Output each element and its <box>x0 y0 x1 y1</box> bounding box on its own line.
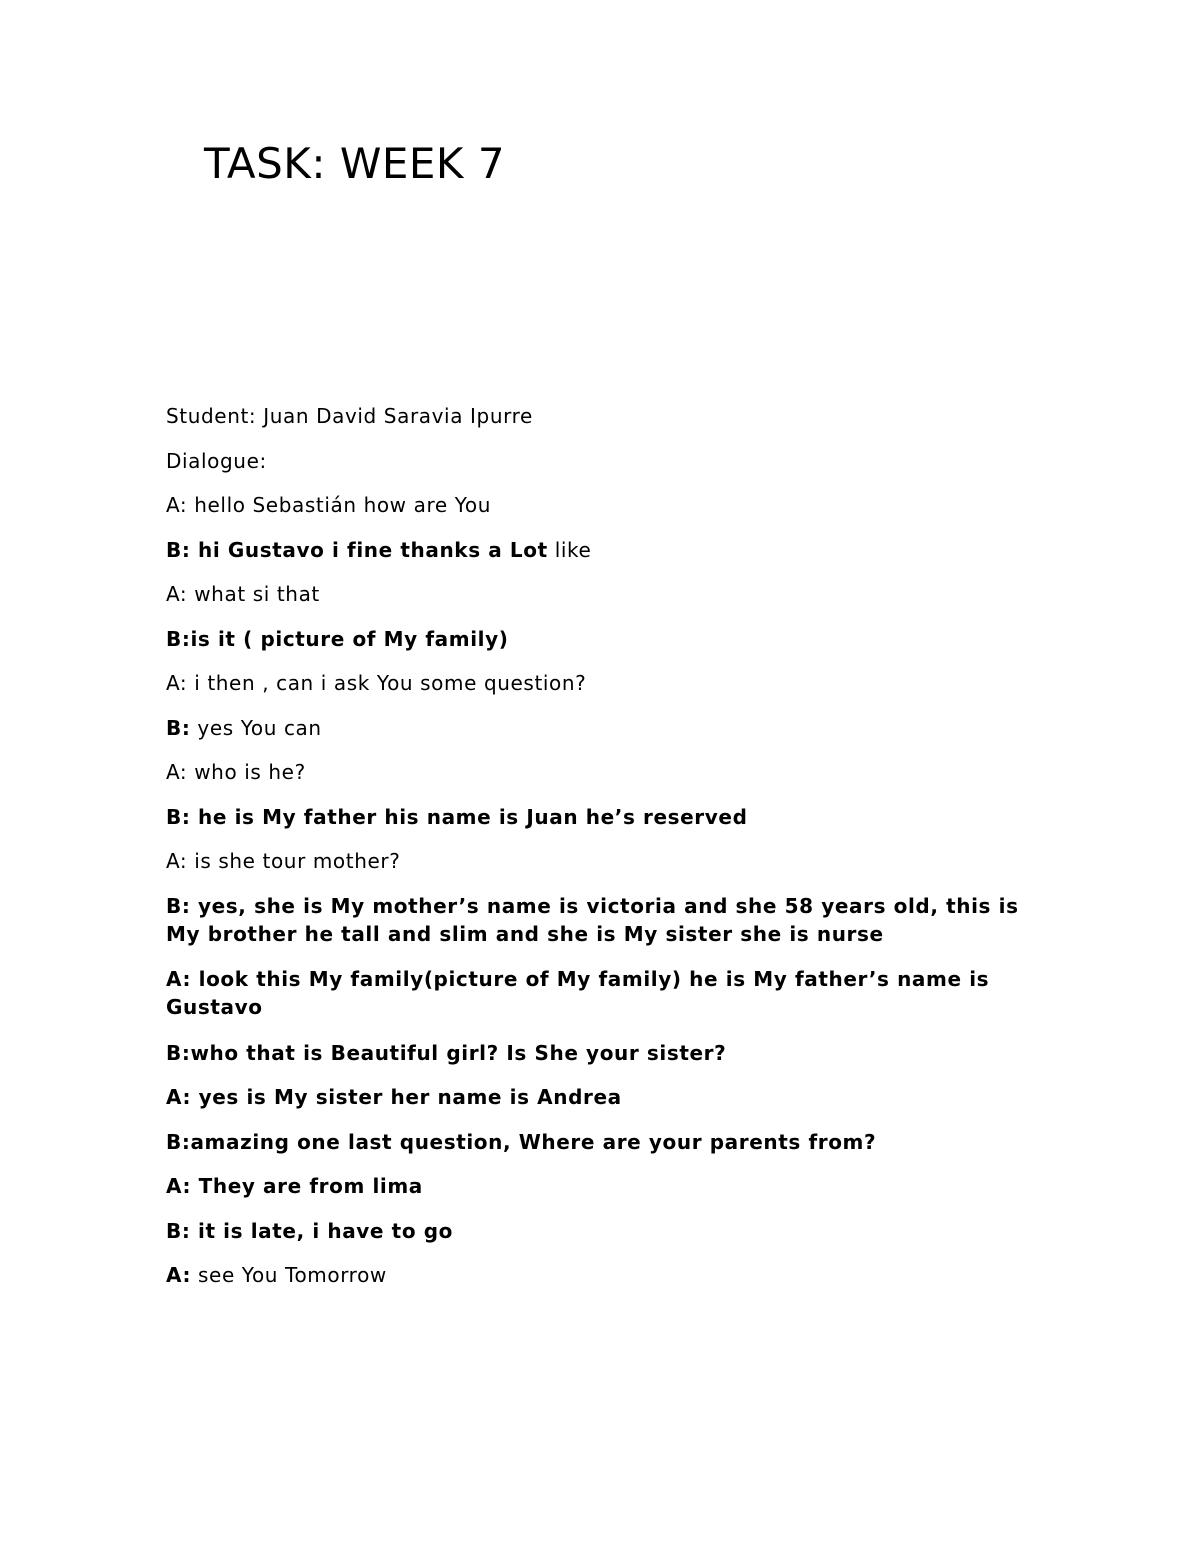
dialogue-line-5-normal: A: i then , can i ask You some question? <box>166 671 587 695</box>
dialogue-line-6-normal: yes You can <box>190 716 322 740</box>
dialogue-line-17 <box>166 1261 1026 1289</box>
dialogue-line-11-bold: A: look this My family(picture of My family) he is My father’s name is Gustavo <box>166 967 990 1019</box>
dialogue-line-2 <box>166 536 1026 564</box>
dialogue-line-1 <box>166 491 1026 519</box>
dialogue-line-12 <box>166 1039 1026 1067</box>
dialogue-line-8-bold: B: he is My father his name is Juan he’s reserved <box>166 805 748 829</box>
dialogue-line-14-bold: B:amazing one last question, Where are your parents from? <box>166 1130 877 1154</box>
dialogue-line-17-normal: see You Tomorrow <box>191 1263 387 1287</box>
dialogue-line-8 <box>166 803 1026 831</box>
dialogue-line-6 <box>166 714 1026 742</box>
dialogue-line-4 <box>166 625 1026 653</box>
dialogue-line-7 <box>166 758 1026 786</box>
dialogue-line-5 <box>166 669 1026 697</box>
dialogue-line-2-normal: like <box>547 538 592 562</box>
dialogue-line-3 <box>166 580 1026 608</box>
dialogue-line-15 <box>166 1172 1026 1200</box>
dialogue-line-9-normal: A: is she tour mother? <box>166 849 401 873</box>
student-line: Student: Juan David Saravia Ipurre <box>166 404 533 428</box>
dialogue-line-4-bold: B:is it ( picture of My family) <box>166 627 509 651</box>
dialogue-line-11 <box>166 965 1026 1021</box>
dialogue-line-9 <box>166 847 1026 875</box>
dialogue-label: Dialogue: <box>166 449 267 473</box>
dialogue-line-12-bold: B:who that is Beautiful girl? Is She your sister? <box>166 1041 727 1065</box>
dialogue-line-16-bold: B: it is late, i have to go <box>166 1219 453 1243</box>
dialogue-line-7-normal: A: who is he? <box>166 760 306 784</box>
dialogue-line-3-normal: A: what si that <box>166 582 320 606</box>
dialogue-line-13 <box>166 1083 1026 1111</box>
dialogue-line-13-bold: A: yes is My sister her name is Andrea <box>166 1085 622 1109</box>
dialogue-line-16 <box>166 1217 1026 1245</box>
dialogue-line-10 <box>166 892 1026 948</box>
dialogue-line-15-bold: A: They are from lima <box>166 1174 423 1198</box>
document-title: TASK: WEEK 7 <box>204 139 506 188</box>
dialogue-line-14 <box>166 1128 1026 1156</box>
dialogue-line-2-bold: B: hi Gustavo i fine thanks a Lot <box>166 538 548 562</box>
dialogue-line-17-bold: A: <box>166 1263 192 1287</box>
dialogue-line-10-bold: B: yes, she is My mother’s name is victoria and she 58 years old, this is My brother he tall and slim and she is My sister she is nurse <box>166 894 1019 946</box>
dialogue-line-6-bold: B: <box>166 716 191 740</box>
dialogue-line-1-normal: A: hello Sebastián how are You <box>166 493 491 517</box>
